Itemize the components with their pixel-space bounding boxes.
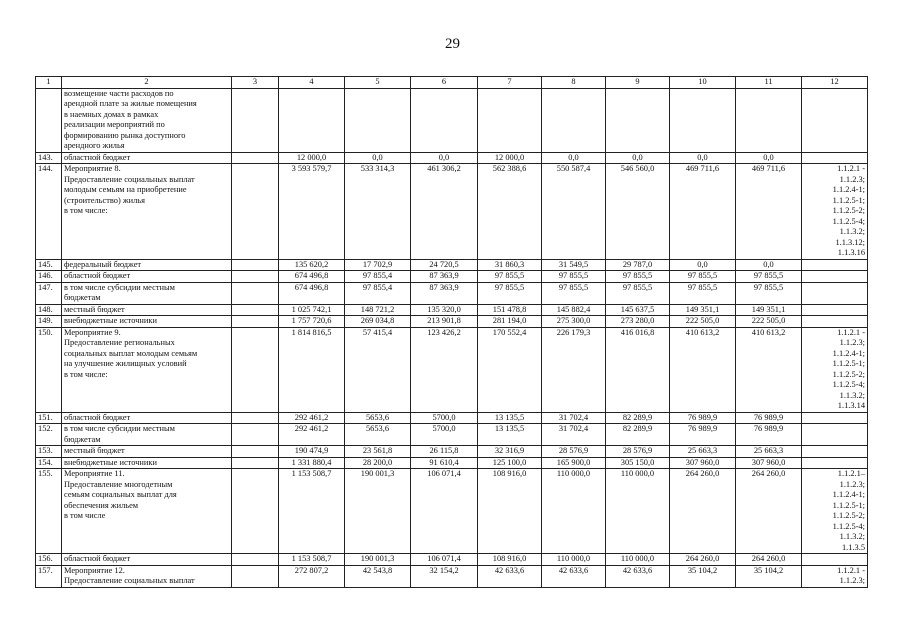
value-cell: 264 260,0	[670, 469, 736, 554]
value-cell: 305 150,0	[606, 457, 670, 469]
column-header: 4	[279, 77, 345, 89]
value-cell: 145 637,5	[606, 304, 670, 316]
value-cell: 31 702,4	[542, 412, 606, 424]
row-name-cell: областной бюджет	[62, 152, 232, 164]
value-cell: 0,0	[670, 152, 736, 164]
value-cell: 32 316,9	[478, 446, 542, 458]
table-row	[36, 164, 868, 260]
value-cell: 108 916,0	[478, 469, 542, 554]
value-cell: 0,0	[606, 152, 670, 164]
code-cell	[802, 412, 868, 424]
value-cell: 269 034,8	[345, 316, 411, 328]
value-cell: 151 478,8	[478, 304, 542, 316]
value-cell: 97 855,5	[606, 271, 670, 283]
value-cell: 106 071,4	[411, 554, 478, 566]
value-cell: 12 000,0	[478, 152, 542, 164]
row-number-cell: 144.	[36, 164, 62, 260]
empty-cell	[232, 424, 279, 446]
table-row	[36, 282, 868, 304]
value-cell: 469 711,6	[670, 164, 736, 260]
value-cell: 42 633,6	[606, 565, 670, 587]
value-cell: 23 561,8	[345, 446, 411, 458]
row-number-cell: 148.	[36, 304, 62, 316]
value-cell: 410 613,2	[736, 327, 802, 412]
code-cell	[802, 457, 868, 469]
value-cell: 42 633,6	[478, 565, 542, 587]
value-cell: 0,0	[411, 152, 478, 164]
value-cell: 281 194,0	[478, 316, 542, 328]
table-row	[36, 565, 868, 587]
row-name-cell: в том числе субсидии местным бюджетам	[62, 424, 232, 446]
row-number-cell: 156.	[36, 554, 62, 566]
row-number-cell: 147.	[36, 282, 62, 304]
value-cell: 25 663,3	[736, 446, 802, 458]
value-cell: 97 855,5	[736, 271, 802, 283]
row-name-cell: в том числе субсидии местным бюджетам	[62, 282, 232, 304]
budget-table	[35, 76, 868, 588]
value-cell: 145 882,4	[542, 304, 606, 316]
value-cell: 275 300,0	[542, 316, 606, 328]
code-cell	[802, 554, 868, 566]
header-row	[36, 77, 868, 89]
value-cell: 35 104,2	[670, 565, 736, 587]
value-cell: 42 543,8	[345, 565, 411, 587]
row-name-cell: Мероприятие 11. Предоставление многодетным семьям социальных выплат для обеспечения жильем в том числе	[62, 469, 232, 554]
value-cell: 461 306,2	[411, 164, 478, 260]
empty-cell	[232, 446, 279, 458]
table-row	[36, 327, 868, 412]
value-cell: 97 855,4	[345, 271, 411, 283]
row-name-cell: внебюджетные источники	[62, 457, 232, 469]
code-cell: 1.1.2.1– 1.1.2.3; 1.1.2.4-1; 1.1.2.5-1; 1.1.2.5-2; 1.1.2.5-4; 1.1.3.2; 1.1.3.5	[802, 469, 868, 554]
code-cell	[802, 446, 868, 458]
column-header: 9	[606, 77, 670, 89]
value-cell: 190 001,3	[345, 554, 411, 566]
row-name-cell: областной бюджет	[62, 271, 232, 283]
value-cell: 0,0	[542, 152, 606, 164]
value-cell: 292 461,2	[279, 412, 345, 424]
value-cell: 264 260,0	[736, 469, 802, 554]
value-cell: 149 351,1	[670, 304, 736, 316]
value-cell	[411, 88, 478, 152]
table-row	[36, 457, 868, 469]
value-cell: 110 000,0	[606, 469, 670, 554]
code-cell	[802, 271, 868, 283]
empty-cell	[232, 565, 279, 587]
value-cell: 97 855,5	[606, 282, 670, 304]
column-header: 1	[36, 77, 62, 89]
value-cell: 190 001,3	[345, 469, 411, 554]
value-cell: 674 496,8	[279, 271, 345, 283]
value-cell: 97 855,5	[478, 271, 542, 283]
empty-cell	[232, 304, 279, 316]
value-cell: 1 757 720,6	[279, 316, 345, 328]
value-cell: 410 613,2	[670, 327, 736, 412]
value-cell: 42 633,6	[542, 565, 606, 587]
value-cell: 307 960,0	[736, 457, 802, 469]
value-cell	[670, 88, 736, 152]
value-cell: 97 855,4	[345, 282, 411, 304]
value-cell: 149 351,1	[736, 304, 802, 316]
row-number-cell	[36, 88, 62, 152]
row-name-cell: внебюджетные источники	[62, 316, 232, 328]
value-cell: 97 855,5	[670, 271, 736, 283]
value-cell: 108 916,0	[478, 554, 542, 566]
value-cell: 29 787,0	[606, 259, 670, 271]
value-cell: 76 989,9	[736, 424, 802, 446]
code-cell	[802, 316, 868, 328]
row-number-cell: 157.	[36, 565, 62, 587]
table-row	[36, 554, 868, 566]
row-name-cell: местный бюджет	[62, 446, 232, 458]
value-cell: 13 135,5	[478, 424, 542, 446]
value-cell: 1 331 880,4	[279, 457, 345, 469]
value-cell: 674 496,8	[279, 282, 345, 304]
row-number-cell: 146.	[36, 271, 62, 283]
row-number-cell: 155.	[36, 469, 62, 554]
empty-cell	[232, 152, 279, 164]
value-cell: 165 900,0	[542, 457, 606, 469]
value-cell: 264 260,0	[670, 554, 736, 566]
value-cell: 97 855,5	[670, 282, 736, 304]
table-row	[36, 412, 868, 424]
table-row	[36, 469, 868, 554]
empty-cell	[232, 164, 279, 260]
value-cell: 28 200,0	[345, 457, 411, 469]
value-cell: 17 702,9	[345, 259, 411, 271]
value-cell: 106 071,4	[411, 469, 478, 554]
value-cell: 5653,6	[345, 412, 411, 424]
value-cell: 26 115,8	[411, 446, 478, 458]
value-cell: 213 901,8	[411, 316, 478, 328]
value-cell: 110 000,0	[606, 554, 670, 566]
code-cell: 1.1.2.1 - 1.1.2.3; 1.1.2.4-1; 1.1.2.5-1; 1.1.2.5-2; 1.1.2.5-4; 1.1.3.2; 1.1.3.12; 1.1.3.16	[802, 164, 868, 260]
empty-cell	[232, 271, 279, 283]
row-number-cell: 149.	[36, 316, 62, 328]
code-cell: 1.1.2.1 - 1.1.2.3;	[802, 565, 868, 587]
row-name-cell: возмещение части расходов по арендной плате за жилые помещения в наемных домах в рамках реализации мероприятий по формированию рынка доступного арендного жилья	[62, 88, 232, 152]
value-cell: 1 153 508,7	[279, 469, 345, 554]
page-number: 29	[445, 36, 460, 52]
row-number-cell: 145.	[36, 259, 62, 271]
row-name-cell: областной бюджет	[62, 412, 232, 424]
value-cell: 416 016,8	[606, 327, 670, 412]
code-cell	[802, 259, 868, 271]
value-cell: 562 388,6	[478, 164, 542, 260]
column-header: 6	[411, 77, 478, 89]
value-cell: 226 179,3	[542, 327, 606, 412]
value-cell: 25 663,3	[670, 446, 736, 458]
value-cell: 76 989,9	[670, 424, 736, 446]
value-cell: 97 855,5	[542, 282, 606, 304]
value-cell: 28 576,9	[606, 446, 670, 458]
table-row	[36, 88, 868, 152]
value-cell: 97 855,5	[736, 282, 802, 304]
table-row	[36, 446, 868, 458]
empty-cell	[232, 412, 279, 424]
value-cell: 28 576,9	[542, 446, 606, 458]
column-header: 11	[736, 77, 802, 89]
value-cell: 292 461,2	[279, 424, 345, 446]
code-cell	[802, 88, 868, 152]
empty-cell	[232, 88, 279, 152]
value-cell: 31 860,3	[478, 259, 542, 271]
code-cell	[802, 152, 868, 164]
value-cell: 550 587,4	[542, 164, 606, 260]
value-cell: 125 100,0	[478, 457, 542, 469]
row-number-cell: 150.	[36, 327, 62, 412]
row-number-cell: 143.	[36, 152, 62, 164]
value-cell	[279, 88, 345, 152]
value-cell	[345, 88, 411, 152]
empty-cell	[232, 457, 279, 469]
row-number-cell: 153.	[36, 446, 62, 458]
value-cell: 273 280,0	[606, 316, 670, 328]
row-name-cell: Мероприятие 8. Предоставление социальных выплат молодым семьям на приобретение (строительство) жилья в том числе:	[62, 164, 232, 260]
column-header: 10	[670, 77, 736, 89]
value-cell: 91 610,4	[411, 457, 478, 469]
value-cell: 272 807,2	[279, 565, 345, 587]
column-header: 8	[542, 77, 606, 89]
value-cell: 0,0	[736, 152, 802, 164]
column-header: 7	[478, 77, 542, 89]
value-cell: 35 104,2	[736, 565, 802, 587]
value-cell: 222 505,0	[736, 316, 802, 328]
code-cell	[802, 304, 868, 316]
value-cell: 32 154,2	[411, 565, 478, 587]
value-cell: 135 320,0	[411, 304, 478, 316]
table-row	[36, 424, 868, 446]
value-cell: 87 363,9	[411, 271, 478, 283]
value-cell	[542, 88, 606, 152]
value-cell: 31 549,5	[542, 259, 606, 271]
empty-cell	[232, 327, 279, 412]
value-cell: 31 702,4	[542, 424, 606, 446]
code-cell	[802, 282, 868, 304]
value-cell: 190 474,9	[279, 446, 345, 458]
value-cell: 12 000,0	[279, 152, 345, 164]
empty-cell	[232, 554, 279, 566]
value-cell: 170 552,4	[478, 327, 542, 412]
value-cell: 3 593 579,7	[279, 164, 345, 260]
table-row	[36, 259, 868, 271]
column-header: 12	[802, 77, 868, 89]
code-cell	[802, 424, 868, 446]
value-cell: 97 855,5	[542, 271, 606, 283]
value-cell: 5700,0	[411, 424, 478, 446]
value-cell: 24 720,5	[411, 259, 478, 271]
row-name-cell: Мероприятие 12. Предоставление социальных выплат	[62, 565, 232, 587]
value-cell: 533 314,3	[345, 164, 411, 260]
value-cell: 135 620,2	[279, 259, 345, 271]
value-cell: 123 426,2	[411, 327, 478, 412]
value-cell: 546 560,0	[606, 164, 670, 260]
value-cell: 222 505,0	[670, 316, 736, 328]
row-number-cell: 151.	[36, 412, 62, 424]
empty-cell	[232, 316, 279, 328]
value-cell: 469 711,6	[736, 164, 802, 260]
value-cell	[478, 88, 542, 152]
value-cell	[736, 88, 802, 152]
table-row	[36, 152, 868, 164]
value-cell: 97 855,5	[478, 282, 542, 304]
value-cell: 57 415,4	[345, 327, 411, 412]
empty-cell	[232, 469, 279, 554]
code-cell: 1.1.2.1 - 1.1.2.3; 1.1.2.4-1; 1.1.2.5-1; 1.1.2.5-2; 1.1.2.5-4; 1.1.3.2; 1.1.3.14	[802, 327, 868, 412]
column-header: 3	[232, 77, 279, 89]
row-name-cell: Мероприятие 9. Предоставление региональных социальных выплат молодым семьям на улучшение жилищных условий в том числе:	[62, 327, 232, 412]
value-cell: 264 260,0	[736, 554, 802, 566]
value-cell: 0,0	[736, 259, 802, 271]
value-cell	[606, 88, 670, 152]
table-row	[36, 316, 868, 328]
value-cell: 148 721,2	[345, 304, 411, 316]
empty-cell	[232, 259, 279, 271]
value-cell: 76 989,9	[736, 412, 802, 424]
row-number-cell: 152.	[36, 424, 62, 446]
value-cell: 1 814 816,5	[279, 327, 345, 412]
row-name-cell: федеральный бюджет	[62, 259, 232, 271]
value-cell: 0,0	[670, 259, 736, 271]
value-cell: 0,0	[345, 152, 411, 164]
value-cell: 110 000,0	[542, 469, 606, 554]
value-cell: 5653,6	[345, 424, 411, 446]
column-header: 5	[345, 77, 411, 89]
value-cell: 1 153 508,7	[279, 554, 345, 566]
row-number-cell: 154.	[36, 457, 62, 469]
value-cell: 1 025 742,1	[279, 304, 345, 316]
table-row	[36, 271, 868, 283]
value-cell: 82 289,9	[606, 412, 670, 424]
value-cell: 307 960,0	[670, 457, 736, 469]
value-cell: 13 135,5	[478, 412, 542, 424]
empty-cell	[232, 282, 279, 304]
row-name-cell: областной бюджет	[62, 554, 232, 566]
value-cell: 5700,0	[411, 412, 478, 424]
value-cell: 76 989,9	[670, 412, 736, 424]
row-name-cell: местный бюджет	[62, 304, 232, 316]
value-cell: 110 000,0	[542, 554, 606, 566]
column-header: 2	[62, 77, 232, 89]
table-row	[36, 304, 868, 316]
value-cell: 87 363,9	[411, 282, 478, 304]
value-cell: 82 289,9	[606, 424, 670, 446]
